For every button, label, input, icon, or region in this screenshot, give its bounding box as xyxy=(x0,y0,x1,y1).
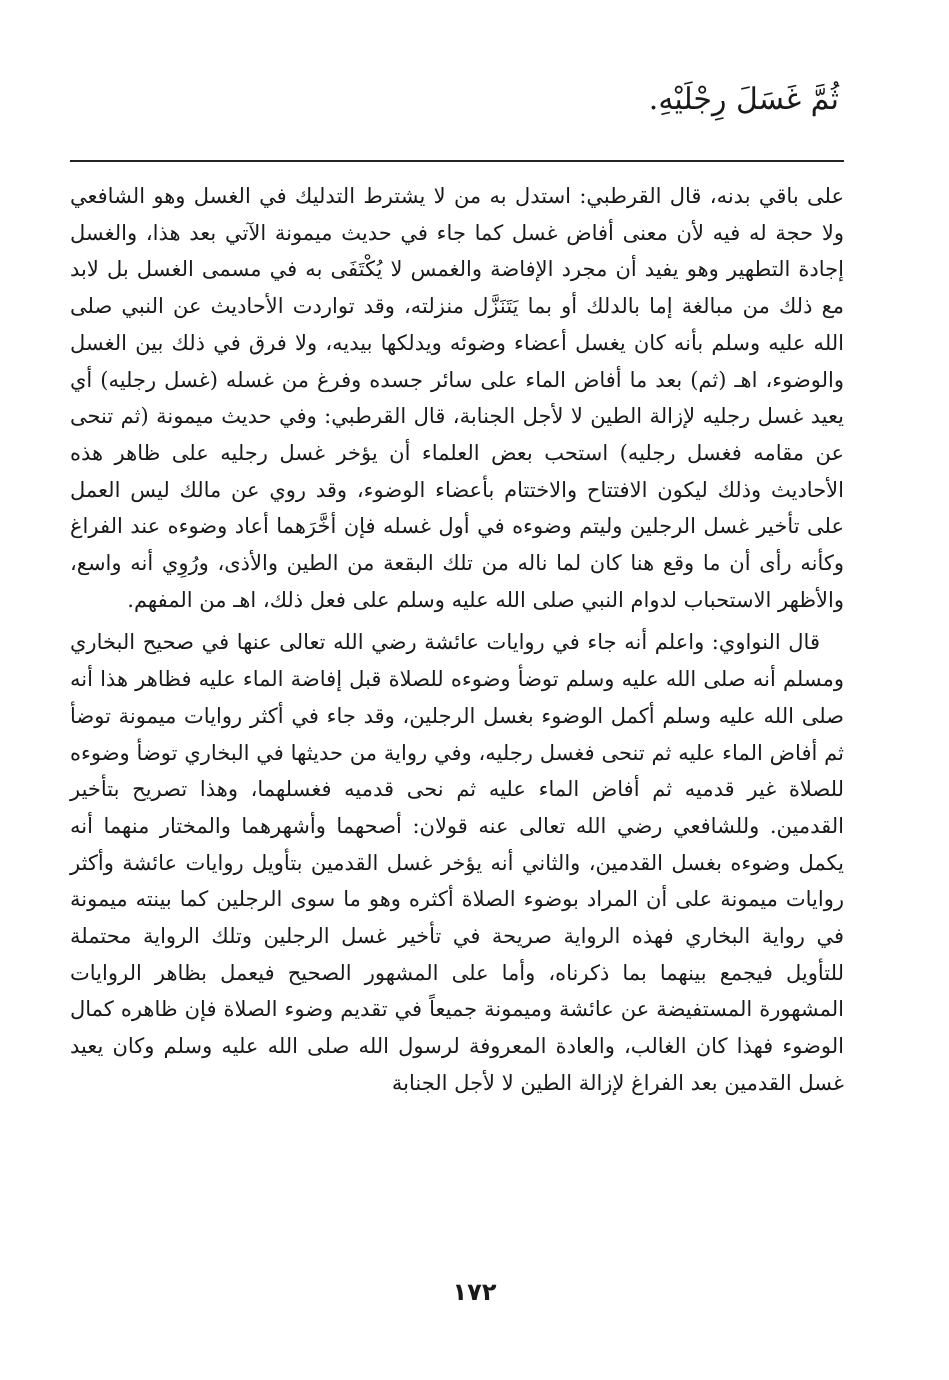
paragraph-text: قال النواوي: واعلم أنه جاء في روايات عائشة رضي الله تعالى عنها في صحيح البخاري ومسلم أنه صلى الله عليه وسلم توضأ وضوءه للصلاة قبل إفاضة الماء عليه فظاهر هذا أنه صلى الله عليه وسلم أكمل الوضوء بغسل الرجلين، وقد جاء في أكثر روايات ميمونة توضأ ثم أفاض الماء عليه ثم تنحى فغسل رجليه، وفي رواية من حديثها في البخاري توضأ وضوءه للصلاة غير قدميه ثم أفاض الماء عليه ثم نحى قدميه فغسلهما، وهذا تصريح بتأخير القدمين. وللشافعي رضي الله تعالى عنه قولان: أصحهما وأشهرهما والمختار منهما أنه يكمل وضوءه بغسل القدمين، والثاني أنه يؤخر غسل القدمين بتأويل روايات عائشة وأكثر روايات ميمونة على أن المراد بوضوء الصلاة أكثره وهو ما سوى الرجلين كما بينته ميمونة في رواية البخاري فهذه الرواية صريحة في تأخير غسل الرجلين وتلك الرواية محتملة للتأويل فيجمع بينهما بما ذكرناه، وأما على المشهور الصحيح فيعمل بظاهر الروايات المشهورة المستفيضة عن عائشة وميمونة جميعاً في تقديم وضوء الصلاة فإن ظاهره كمال الوضوء فهذا كان الغالب، والعادة المعروفة لرسول الله صلى الله عليه وسلم وكان يعيد غسل القدمين بعد الفراغ لإزالة الطين لا لأجل الجنابة xyxy=(70,630,844,1095)
separator-rule xyxy=(70,160,844,162)
hadith-heading: ثُمَّ غَسَلَ رِجْلَيْهِ. xyxy=(648,82,839,117)
page-number: ١٧٢ xyxy=(452,1278,497,1306)
commentary-paragraph-2 xyxy=(70,624,844,1101)
paragraph-text: على باقي بدنه، قال القرطبي: استدل به من لا يشترط التدليك في الغسل وهو الشافعي ولا حجة له فيه لأن معنى أفاض غسل كما جاء في حديث ميمونة الآتي بعد هذا، والغسل إجادة التطهير وهو يفيد أن مجرد الإفاضة والغمس لا يُكْتَفَى به في مسمى الغسل بل لابد مع ذلك من مبالغة إما بالدلك أو بما يَتَنَزَّل منزلته، وقد تواردت الأحاديث عن النبي صلى الله عليه وسلم بأنه كان يغسل أعضاء وضوئه ويدلكها بيديه، ولا فرق في ذلك بين الغسل والوضوء، اهـ (ثم) بعد ما أفاض الماء على سائر جسده وفرغ من غسله (غسل رجليه) أي يعيد غسل رجليه لإزالة الطين لا لأجل الجنابة، قال القرطبي: وفي حديث ميمونة (ثم تنحى عن مقامه فغسل رجليه) استحب بعض العلماء أن يؤخر غسل رجليه على ظاهر هذه الأحاديث وذلك ليكون الافتتاح والاختتام بأعضاء الوضوء، وقد روي عن مالك ليس العمل على تأخير غسل الرجلين وليتم وضوءه في أول غسله فإن أخَّرَهما أعاد وضوءه عند الفراغ وكأنه رأى أن ما وقع هنا كان لما ناله من تلك البقعة من الطين والأذى، ورُوِي أنه واسع، والأظهر الاستحباب لدوام النبي صلى الله عليه وسلم على فعل ذلك، اهـ من المفهم. xyxy=(70,184,844,612)
commentary-body xyxy=(70,178,844,1102)
commentary-paragraph-1 xyxy=(70,178,844,618)
